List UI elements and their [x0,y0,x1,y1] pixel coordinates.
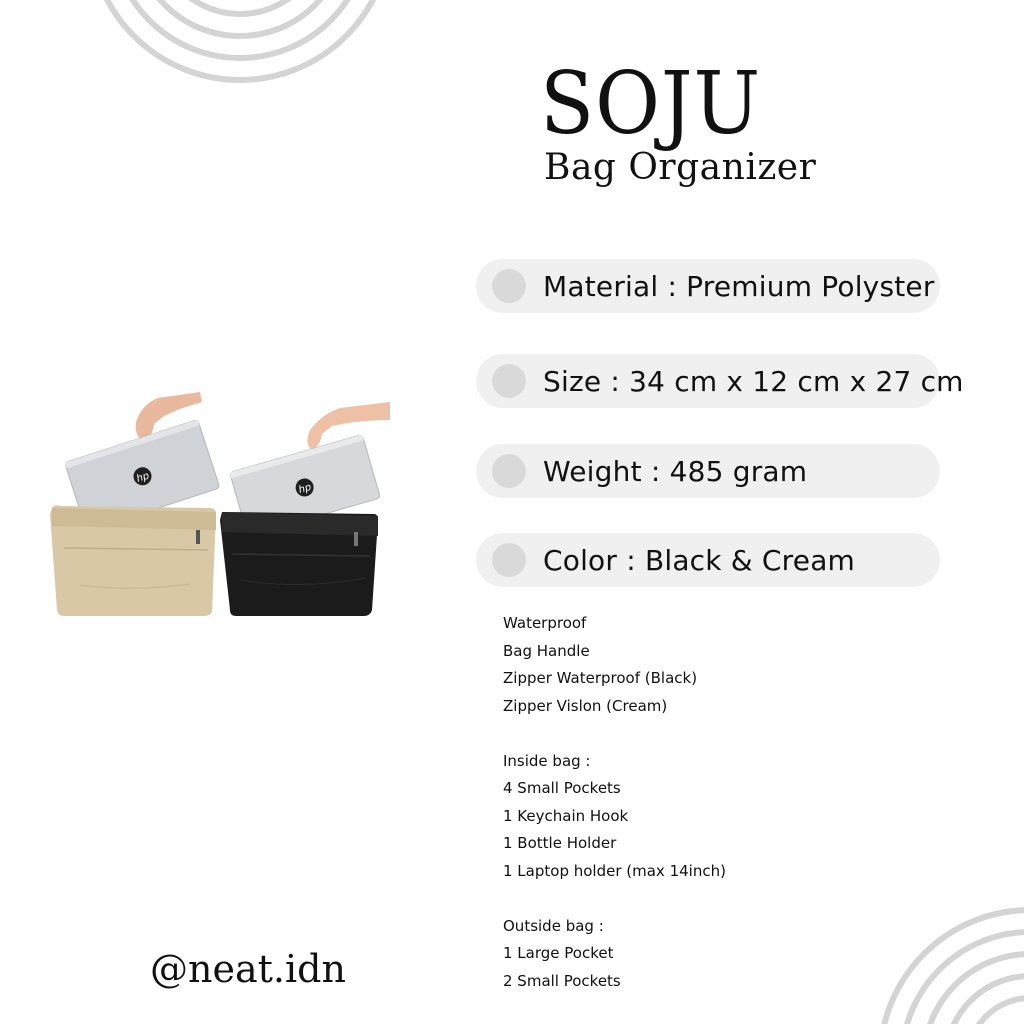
spec-size [476,354,964,408]
feature-item: Zipper Waterproof (Black) [503,669,698,687]
spec-weight [476,444,940,498]
feature-spacer [503,720,903,748]
outside-bag-heading: Outside bag : [503,916,604,935]
spec-size-label: Size : 34 cm x 12 cm x 27 cm [543,364,964,398]
feature-item: Bag Handle [503,641,590,660]
feature-item: 2 Small Pockets [503,971,621,990]
bullet-dot-icon [492,364,526,398]
spec-weight-label: Weight : 485 gram [543,454,808,488]
feature-item: 1 Bottle Holder [503,834,617,852]
feature-item: 1 Keychain Hook [503,806,629,825]
feature-item: 1 Laptop holder (max 14inch) [503,861,726,880]
spec-color [476,533,940,587]
feature-spacer [503,885,903,913]
inside-bag-heading: Inside bag : [503,751,591,770]
brand-handle: @neat.idn [150,947,346,991]
product-title: SOJU [540,54,762,154]
product-subtitle: Bag Organizer [544,147,817,188]
bullet-dot-icon [492,454,526,488]
spec-color-label: Color : Black & Cream [543,543,856,577]
bullet-dot-icon [492,269,526,303]
spec-material-label: Material : Premium Polyster [543,269,935,303]
laptop-logo: hp [297,481,313,496]
feature-item: Zipper Vislon (Cream) [503,696,668,715]
spec-material [476,259,940,313]
feature-item: 1 Large Pocket [503,944,614,962]
bullet-dot-icon [492,543,526,577]
feature-item: Waterproof [503,614,587,632]
feature-item: 4 Small Pockets [503,779,621,797]
feature-list [503,610,903,995]
product-photo [40,380,400,630]
laptop-logo: hp [135,470,151,485]
